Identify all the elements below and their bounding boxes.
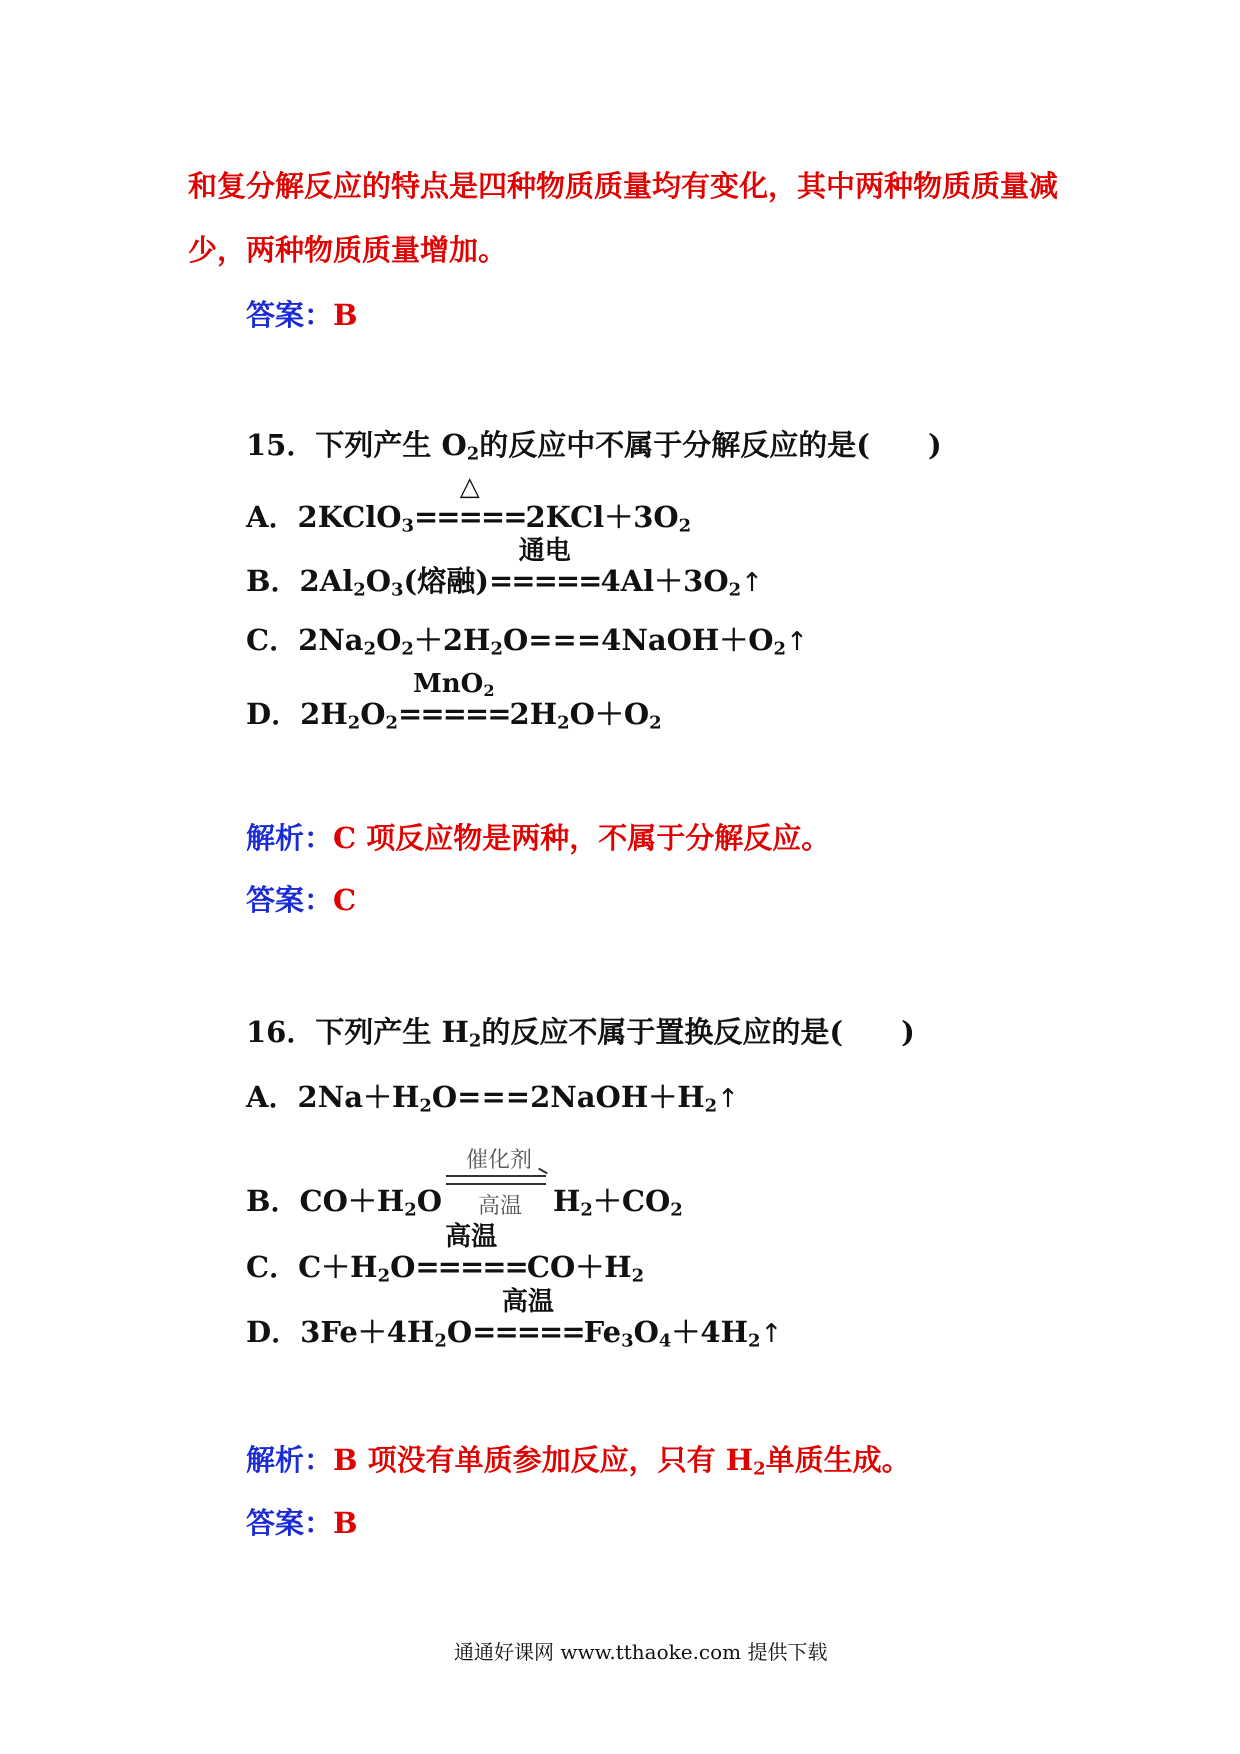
q15-stem: 15．下列产生 $O_2$的反应中不属于分解反应的是( ) [246, 428, 942, 465]
q15-option-b: B．$2Al_2O_3$(熔融) 通电 $=====4Al+3O_2↑$ [246, 536, 763, 601]
prev-analysis-line-2: 少，两种物质质量增加。 [188, 233, 508, 267]
q16-option-c: C．$C+H_2O$ 高温 $=====CO+H_2$ [246, 1222, 645, 1287]
arrow-up-icon: ↑ [786, 627, 808, 657]
q15-option-a: A．2KClO$_3$ △ $=====2KCl+3O_2$ [246, 472, 692, 537]
answer-value: B [333, 298, 358, 332]
q16-option-d: D．$3Fe+4H_2O$ 高温 $=====Fe_3O_4+4H_2↑$ [246, 1287, 783, 1352]
q16-stem: 16．下列产生 $H_2$的反应不属于置换反应的是( ) [246, 1015, 915, 1052]
q16-option-b-left: B．$CO+H_2O$ [246, 1184, 443, 1221]
page-footer: 通通好课网 www.tthaoke.com 提供下载 [454, 1640, 828, 1664]
catalyst-condition-arrow: 催化剂 高温 [446, 1143, 550, 1223]
answer-label: 答案： [246, 298, 334, 332]
arrow-up-icon: ↑ [741, 568, 763, 598]
q16-analysis: 解析：B 项没有单质参加反应，只有 $H_2$单质生成。 [246, 1443, 911, 1480]
q16-answer: 答案：B [246, 1506, 358, 1540]
prev-analysis-line-1: 和复分解反应的特点是四种物质质量均有变化，其中两种物质质量减 [188, 169, 1059, 203]
q15-option-c: C．$2Na_2O_2+2H_2O===4NaOH+O_2↑$ [246, 623, 808, 660]
q15-analysis: 解析：C 项反应物是两种，不属于分解反应。 [246, 821, 831, 855]
arrow-up-icon: ↑ [717, 1084, 739, 1114]
q16-option-b-right: $H_2+CO_2$ [553, 1184, 683, 1221]
q16-option-a: A．$2Na+H_2O===2NaOH+H_2↑$ [246, 1080, 739, 1117]
prev-answer [246, 295, 358, 335]
arrow-up-icon: ↑ [760, 1319, 783, 1349]
q15-answer: 答案：C [246, 883, 357, 917]
q15-option-d: D．$2H_2O_2$ MnO$_2$ $=====2H_2O+O_2$ [246, 669, 662, 734]
